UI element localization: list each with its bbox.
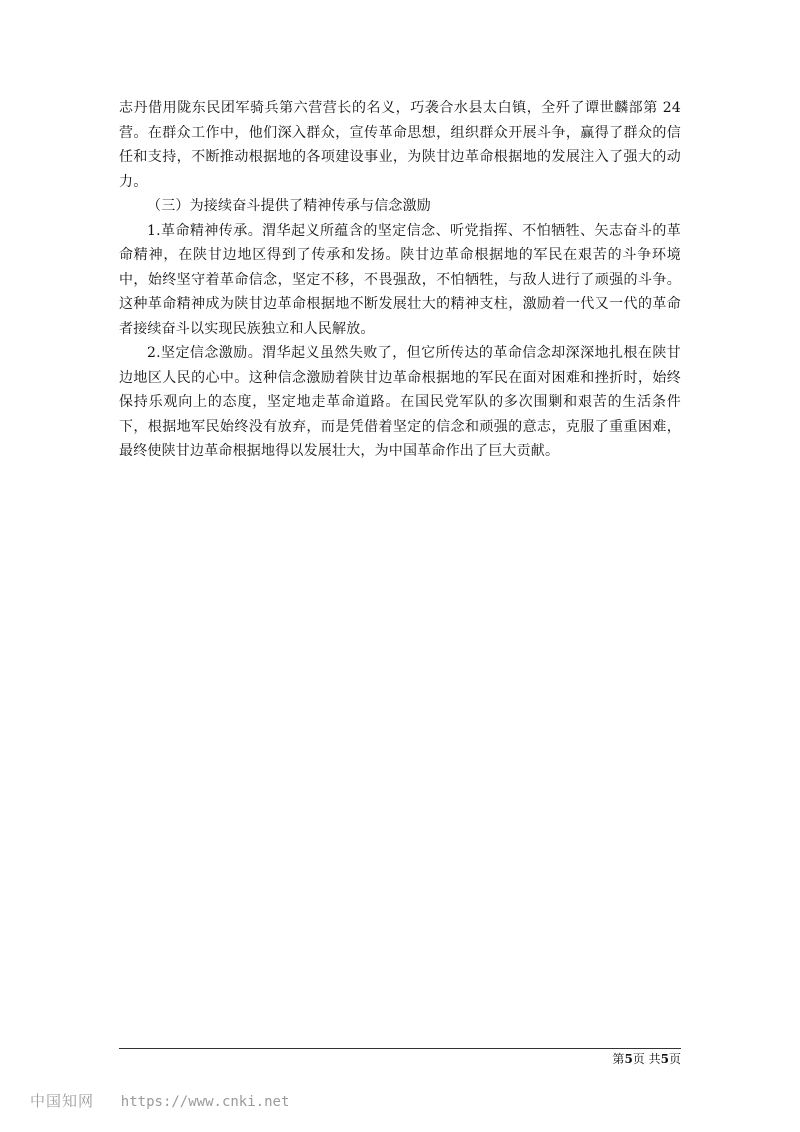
section-heading: （三）为接续奋斗提供了精神传承与信念激励 bbox=[147, 198, 431, 214]
page-total: 5 bbox=[660, 1052, 669, 1066]
watermark-site-name: 中国知网 bbox=[30, 1092, 95, 1110]
page-suffix: 页 bbox=[668, 1052, 681, 1066]
document-body bbox=[119, 96, 681, 464]
body-paragraph: 1.革命精神传承。渭华起义所蕴含的坚定信念、听党指挥、不怕牺牲、矢志奋斗的革命精神，在陕甘边地区得到了传承和发扬。陕甘边革命根据地的军民在艰苦的斗争环境中，始终坚守着革命信念，坚定不移，不畏强敌，不怕牺牲，与敌人进行了顽强的斗争。这种革命精神成为陕甘边革命根据地不断发展壮大的精神支柱，激励着一代又一代的革命者接续奋斗以实现民族独立和人民解放。 bbox=[119, 222, 681, 337]
cnki-watermark bbox=[30, 1091, 289, 1112]
page-current: 5 bbox=[624, 1052, 633, 1066]
body-paragraph: 志丹借用陇东民团军骑兵第六营营长的名义，巧袭合水县太白镇，全歼了谭世麟部第 24 营。在群众工作中，他们深入群众，宣传革命思想，组织群众开展斗争，赢得了群众的信任和支持，不断推动根据地的各项建设事业，为陕甘边革命根据地的发展注入了强大的动力。 bbox=[119, 100, 681, 190]
footer-divider bbox=[119, 1048, 681, 1049]
page-number bbox=[612, 1051, 681, 1067]
page-mid: 页 共 bbox=[632, 1052, 661, 1066]
page-prefix: 第 bbox=[612, 1052, 625, 1066]
watermark-url: https://www.cnki.net bbox=[120, 1094, 290, 1110]
body-paragraph: 2.坚定信念激励。渭华起义虽然失败了，但它所传达的革命信念却深深地扎根在陕甘边地区人民的心中。这种信念激励着陕甘边革命根据地的军民在面对困难和挫折时，始终保持乐观向上的态度，坚定地走革命道路。在国民党军队的多次围剿和艰苦的生活条件下，根据地军民始终没有放弃，而是凭借着坚定的信念和顽强的意志，克服了重重困难，最终使陕甘边革命根据地得以发展壮大，为中国革命作出了巨大贡献。 bbox=[119, 345, 681, 459]
